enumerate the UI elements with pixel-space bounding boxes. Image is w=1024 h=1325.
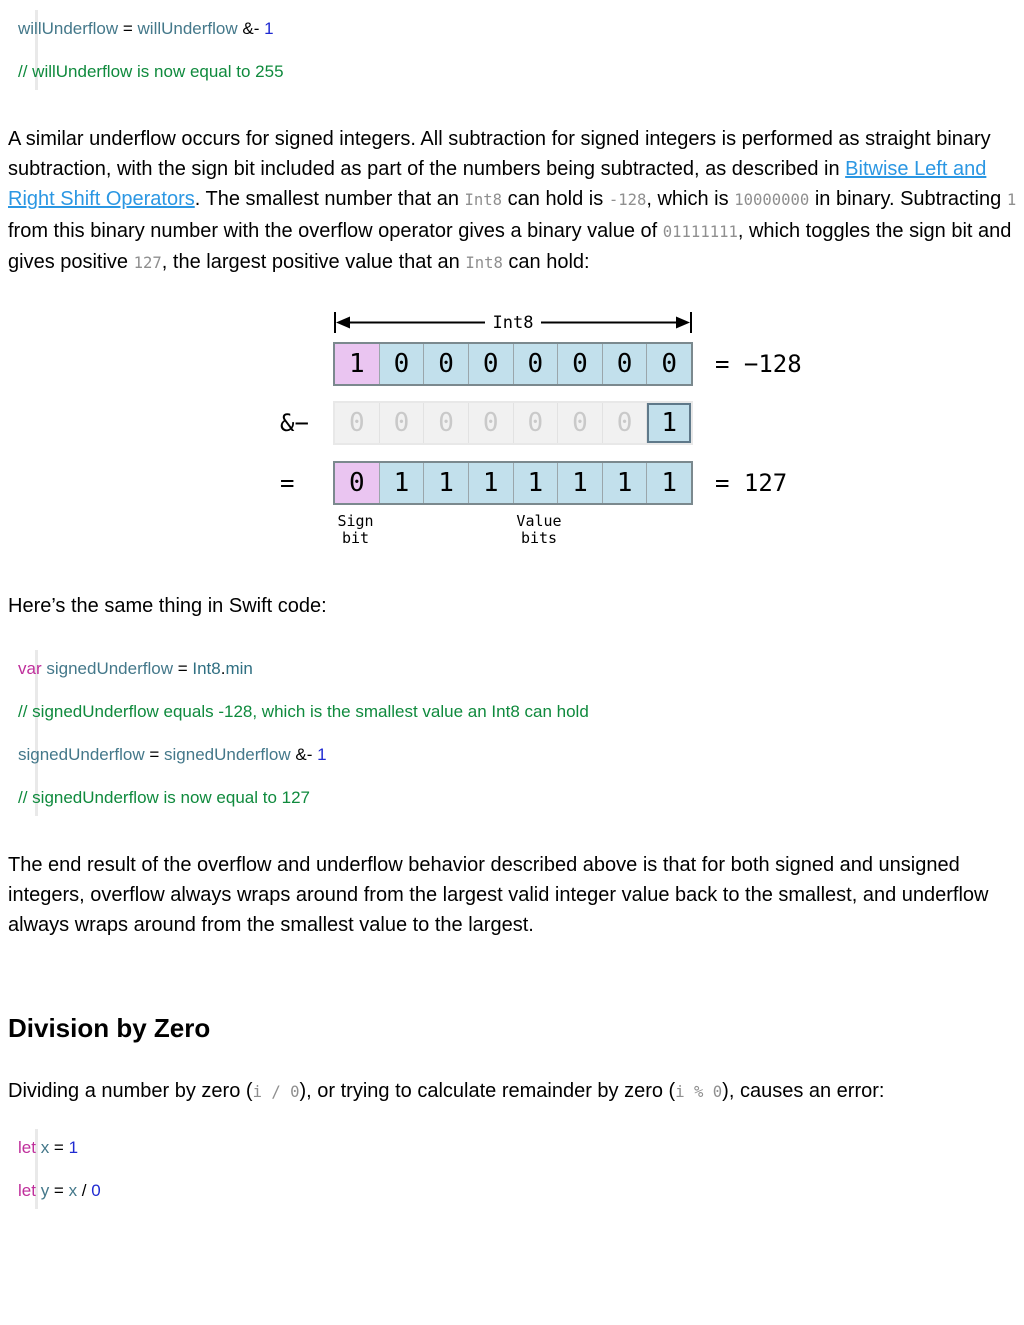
text-run: ), or trying to calculate remainder by zero ( xyxy=(299,1079,676,1102)
text-run: signedUnderflow xyxy=(164,745,291,765)
bit-cell: 0 xyxy=(602,403,647,443)
text-run: y xyxy=(40,1180,50,1200)
bit-cell: 1 xyxy=(379,463,424,503)
bit-cells xyxy=(333,461,693,505)
bit-cell: 0 xyxy=(557,344,602,384)
text-run: = xyxy=(118,19,138,38)
text-run: 1 xyxy=(317,745,327,765)
paragraph-division-by-zero xyxy=(8,1076,1018,1107)
row-operator: &− xyxy=(280,409,309,438)
bit-cells xyxy=(333,342,693,386)
bit-cell: 1 xyxy=(335,344,379,384)
text-run: min xyxy=(225,659,253,679)
text-run: in binary. Subtracting xyxy=(809,188,1007,211)
bit-cell: 0 xyxy=(513,344,558,384)
bit-cell: 0 xyxy=(468,344,513,384)
code-line xyxy=(8,7,1024,50)
text-run: . The smallest number that an xyxy=(194,188,465,211)
bit-row-minus128 xyxy=(280,342,802,386)
bit-cell: 0 xyxy=(557,403,602,443)
text-run: = xyxy=(49,1180,69,1200)
code-block-signed-underflow xyxy=(8,647,1024,819)
text-run: . xyxy=(220,659,226,679)
text-run: can hold is xyxy=(502,188,609,211)
code-line xyxy=(8,647,1024,690)
bit-cell: 1 xyxy=(602,463,647,503)
text-run: let xyxy=(18,1180,36,1200)
bit-cell: 1 xyxy=(646,463,691,503)
int8-arrow-label: Int8 xyxy=(492,313,534,334)
text-run: Dividing a number by zero ( xyxy=(8,1079,253,1102)
text-run: let xyxy=(18,1137,36,1157)
text-run: 0 xyxy=(91,1180,101,1200)
bit-cell: 0 xyxy=(335,403,379,443)
code-line xyxy=(8,733,1024,776)
bit-cells xyxy=(333,401,693,445)
inline-code: 127 xyxy=(133,253,162,272)
text-run: , which is xyxy=(646,188,735,211)
link-bitwise-shift-operators[interactable]: Bitwise Left and Right Shift Operators xyxy=(8,158,987,211)
text-run: // willUnderflow is now equal to 255 xyxy=(18,62,284,81)
bit-cell: 1 xyxy=(468,463,513,503)
heading-division-by-zero: Division by Zero xyxy=(8,1012,211,1043)
text-run: from this binary number with the overflow operator gives a binary value of xyxy=(8,219,663,242)
int8-bit-diagram xyxy=(280,310,802,553)
row-result: = 127 xyxy=(715,469,788,498)
text-run: / xyxy=(77,1180,92,1200)
bit-cell: 1 xyxy=(646,403,691,443)
text-run: , the largest positive value that an xyxy=(161,250,466,273)
text-run: can hold: xyxy=(502,250,590,273)
inline-code: 10000000 xyxy=(734,191,810,210)
bit-cell: 0 xyxy=(379,344,424,384)
text-run: // signedUnderflow is now equal to 127 xyxy=(18,788,311,808)
inline-code: 01111111 xyxy=(662,222,738,241)
inline-code: 1 xyxy=(1006,191,1017,210)
int8-width-arrow xyxy=(333,310,693,334)
bit-cell: 0 xyxy=(379,403,424,443)
inline-code: Int8 xyxy=(464,191,503,210)
text-run: x xyxy=(68,1180,78,1200)
inline-code: i % 0 xyxy=(675,1082,723,1101)
bit-cell: 0 xyxy=(646,344,691,384)
bit-row-operand-one xyxy=(280,401,802,445)
bit-cell: 0 xyxy=(335,463,379,503)
int8-width-arrow-row xyxy=(333,310,693,334)
text-run: Int8 xyxy=(192,659,221,679)
inline-code: Int8 xyxy=(465,253,503,272)
sign-bit-label: Sign bit xyxy=(337,512,374,548)
row-operator: = xyxy=(280,469,295,498)
text-run: signedUnderflow xyxy=(46,659,173,679)
text-run: ), causes an error: xyxy=(722,1079,885,1102)
text-run: willUnderflow xyxy=(18,19,119,38)
row-result: = −128 xyxy=(715,350,802,379)
code-block-division xyxy=(8,1126,1024,1212)
bit-cell: 0 xyxy=(513,403,558,443)
text-run: A similar underflow occurs for signed integers. All subtraction for signed integers is performed as straight binary subtraction, with the sign bit included as part of the numbers being subtracted, as described in xyxy=(8,128,991,181)
text-run: = xyxy=(49,1137,69,1157)
inline-code: i / 0 xyxy=(252,1082,300,1101)
text-run: // signedUnderflow equals -128, which is the smallest value an Int8 can hold xyxy=(18,702,589,722)
bit-row-result-127 xyxy=(280,461,802,505)
text-run: &- xyxy=(237,19,265,38)
diagram-labels xyxy=(333,513,693,553)
text-run: = xyxy=(173,659,193,679)
code-line xyxy=(8,1126,1024,1169)
text-run: x xyxy=(40,1137,50,1157)
code-line xyxy=(8,1169,1024,1212)
inline-code: -128 xyxy=(608,191,647,210)
bit-cell: 0 xyxy=(602,344,647,384)
text-run: var xyxy=(18,659,42,679)
intro-swift-code-text: Here’s the same thing in Swift code: xyxy=(8,595,327,618)
paragraph-wraparound-summary: The end result of the overflow and underflow behavior described above is that for both signed and unsigned integers, overflow always wraps around from the largest valid integer value back to the smallest, and underflow always wraps around from the smallest value to the largest. xyxy=(8,854,989,937)
text-run: = xyxy=(144,745,165,765)
code-comment-line xyxy=(8,690,1024,733)
text-run: willUnderflow xyxy=(137,19,238,38)
value-bits-label: Value bits xyxy=(516,512,562,548)
text-run: 1 xyxy=(264,19,274,38)
bit-cell: 0 xyxy=(468,403,513,443)
bit-cell: 0 xyxy=(423,344,468,384)
text-run: &- xyxy=(290,745,318,765)
code-comment-line xyxy=(8,776,1024,819)
code-comment-line xyxy=(8,50,1024,93)
text-run: , which toggles the sign bit and gives positive xyxy=(8,219,1012,273)
bit-cell: 1 xyxy=(557,463,602,503)
code-block-unsigned-underflow xyxy=(8,7,1024,93)
bit-cell: 0 xyxy=(423,403,468,443)
bit-cell: 1 xyxy=(423,463,468,503)
text-run: 1 xyxy=(68,1137,79,1157)
text-run: signedUnderflow xyxy=(18,745,145,765)
paragraph-signed-underflow xyxy=(8,124,1018,278)
bit-cell: 1 xyxy=(513,463,558,503)
